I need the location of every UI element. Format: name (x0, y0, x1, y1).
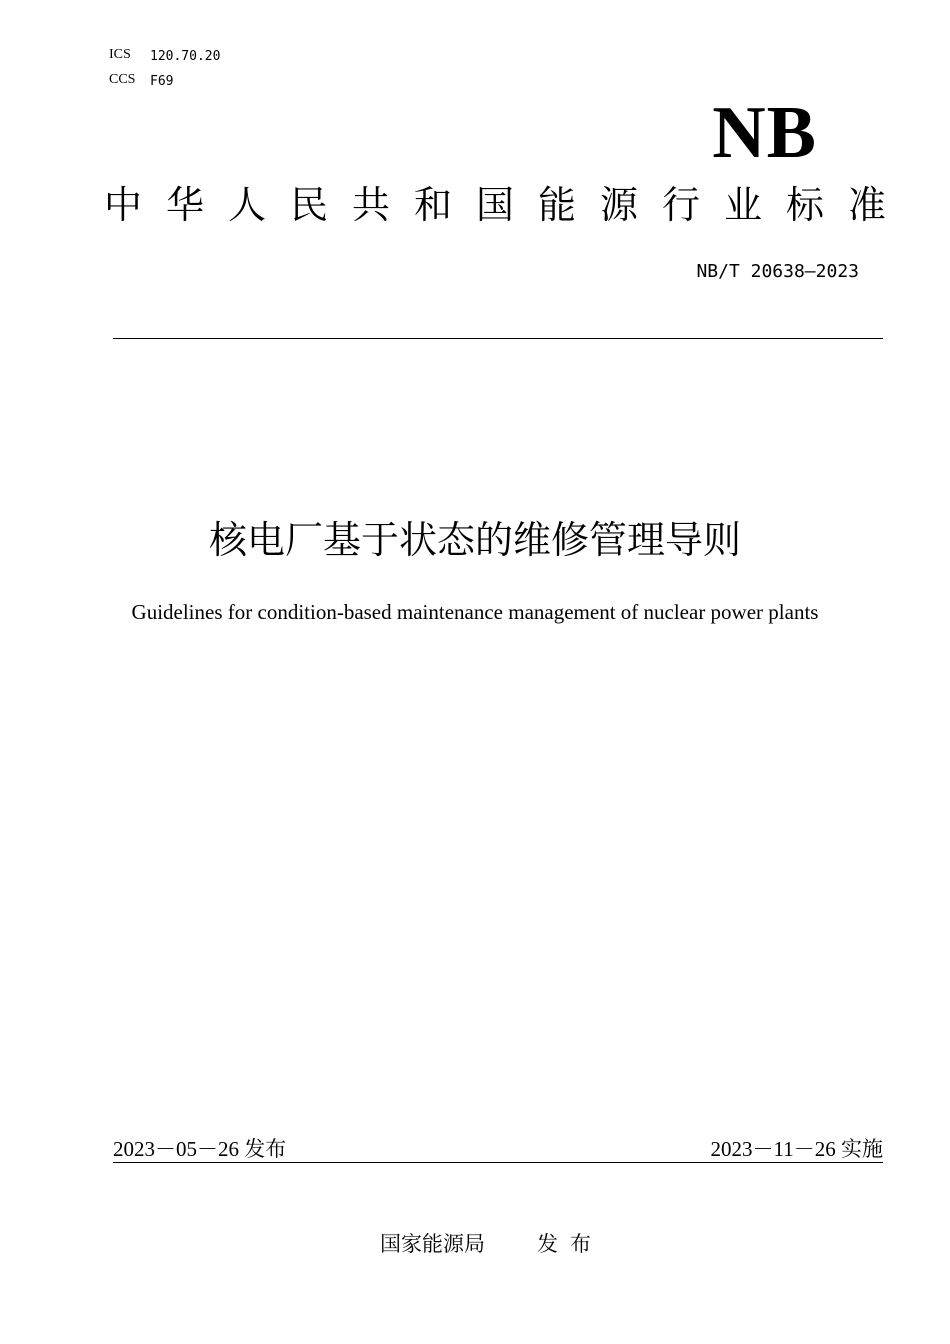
document-title-chinese: 核电厂基于状态的维修管理导则 (208, 518, 741, 562)
publish-label: 发布 (537, 1232, 603, 1256)
standard-type-heading: 中华人民共和国能源行业标准 (104, 183, 911, 227)
implementation-date: 2023－11－26 实施 (710, 1137, 883, 1161)
nb-logo: NB (712, 92, 817, 174)
standard-number: NB/T 20638—2023 (696, 261, 859, 282)
ics-code: 120.70.20 (150, 49, 221, 64)
publisher-name: 国家能源局 (380, 1232, 485, 1256)
footer-divider (113, 1162, 883, 1163)
header-divider (113, 338, 883, 339)
ics-label: ICS (109, 47, 131, 62)
ccs-code: F69 (150, 74, 174, 89)
ccs-label: CCS (109, 72, 136, 87)
issue-date: 2023－05－26 发布 (113, 1137, 287, 1161)
document-title-english: Guidelines for condition-based maintenance management of nuclear power plants (131, 600, 819, 624)
